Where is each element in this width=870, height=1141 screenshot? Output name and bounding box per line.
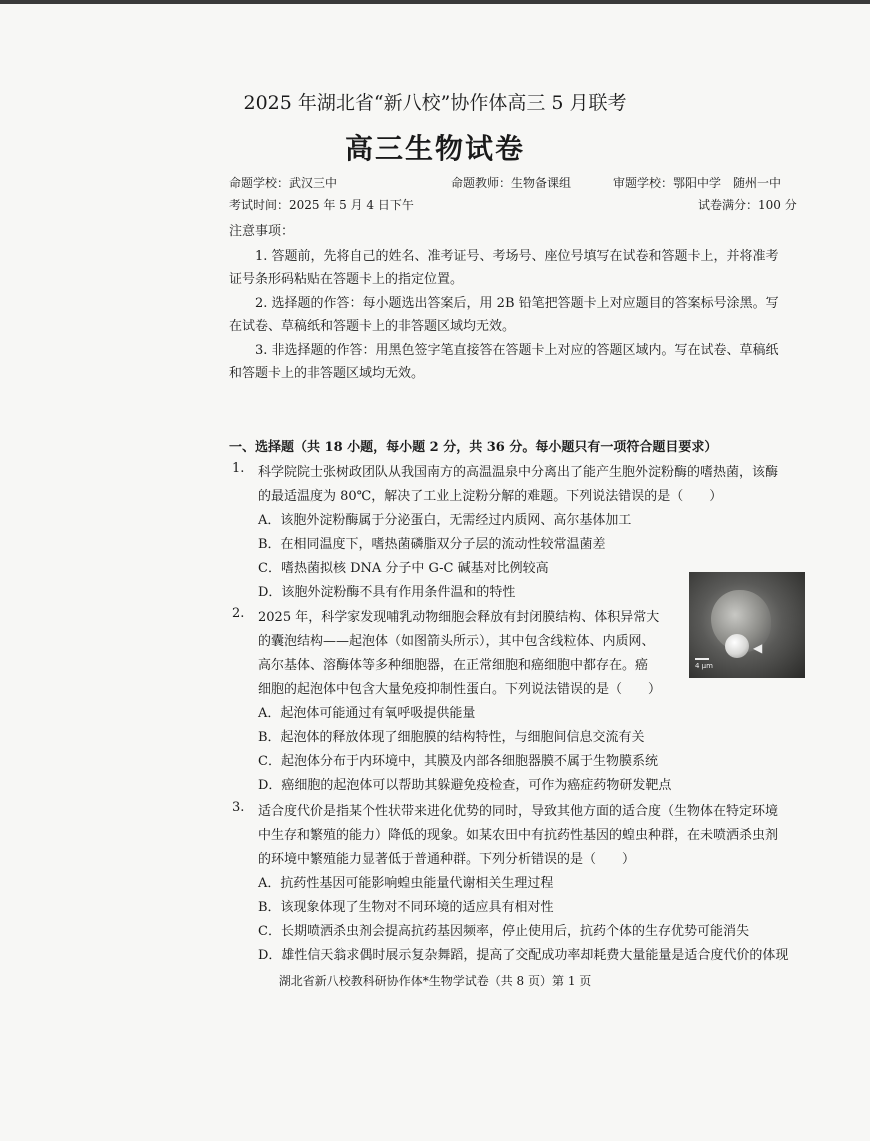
exam-title: 2025 年湖北省“新八校”协作体高三 5 月联考: [243, 92, 627, 114]
notice-line: 2. 选择题的作答：每小题选出答案后，用 2B 铅笔把答题卡上对应题目的答案标号涂黑。写: [255, 296, 779, 311]
option-d: D．雄性信天翁求偶时展示复杂舞蹈，提高了交配成功率却耗费大量能量是适合度代价的体现: [258, 948, 789, 963]
question-stem-line: 的环境中繁殖能力显著低于普通种群。下列分析错误的是（ ）: [258, 852, 636, 867]
meta-full-score: 试卷满分：100 分: [698, 198, 797, 212]
option-a: A．抗药性基因可能影响蝗虫能量代谢相关生理过程: [258, 876, 554, 891]
option-c: C．长期喷洒杀虫剂会提高抗药基因频率，停止使用后，抗药个体的生存优势可能消失: [258, 924, 749, 939]
page-footer: 湖北省新八校教科研协作体*生物学试卷（共 8 页）第 1 页: [278, 974, 592, 988]
meta-reviewer: 审题学校：鄂阳中学 随州一中: [613, 176, 782, 190]
scale-bar: [695, 658, 709, 660]
question-number: 2.: [232, 606, 245, 621]
notice-heading: 注意事项：: [229, 224, 295, 239]
question-stem-line: 科学院院士张树政团队从我国南方的高温温泉中分离出了能产生胞外淀粉酶的嗜热菌，该酶: [258, 465, 779, 480]
option-b: B．在相同温度下，嗜热菌磷脂双分子层的流动性较常温菌差: [258, 537, 606, 552]
question-stem-line: 高尔基体、溶酶体等多种细胞器，在正常细胞和癌细胞中都存在。癌: [258, 658, 649, 673]
option-d: D．该胞外淀粉酶不具有作用条件温和的特性: [258, 585, 516, 600]
notice-line: 和答题卡上的非答题区域均无效。: [229, 366, 425, 381]
question-stem-line: 的囊泡结构——起泡体（如图箭头所示），其中包含线粒体、内质网、: [258, 634, 655, 649]
question-stem-line: 2025 年，科学家发现哺乳动物细胞会释放有封闭膜结构、体积异常大: [258, 610, 660, 625]
exam-subtitle: 高三生物试卷: [344, 132, 525, 165]
arrow-icon: ◀: [753, 641, 763, 655]
scale-label: 4 μm: [695, 662, 713, 670]
question-stem-line: 适合度代价是指某个性状带来进化优势的同时，导致其他方面的适合度（生物体在特定环境: [258, 804, 779, 819]
bubble-body: [725, 634, 749, 658]
notice-line: 证号条形码粘贴在答题卡上的指定位置。: [229, 272, 464, 287]
option-d: D．癌细胞的起泡体可以帮助其躲避免疫检查，可作为癌症药物研发靶点: [258, 778, 672, 793]
question-number: 1.: [232, 461, 245, 476]
meta-school: 命题学校：武汉三中: [229, 176, 338, 190]
question-stem-line: 细胞的起泡体中包含大量免疫抑制性蛋白。下列说法错误的是（ ）: [258, 682, 662, 697]
question-stem-line: 的最适温度为 80℃，解决了工业上淀粉分解的难题。下列说法错误的是（ ）: [258, 489, 723, 504]
meta-teacher: 命题教师：生物备课组: [451, 176, 572, 190]
option-b: B．起泡体的释放体现了细胞膜的结构特性，与细胞间信息交流有关: [258, 730, 645, 745]
option-a: A．该胞外淀粉酶属于分泌蛋白，无需经过内质网、高尔基体加工: [258, 513, 632, 528]
scan-top-edge: [0, 0, 870, 4]
notice-line: 在试卷、草稿纸和答题卡上的非答题区域均无效。: [229, 319, 516, 334]
section-heading: 一、选择题（共 18 小题，每小题 2 分，共 36 分。每小题只有一项符合题目要求）: [229, 440, 718, 455]
question-stem-line: 中生存和繁殖的能力）降低的现象。如某农田中有抗药性基因的蝗虫种群，在未喷洒杀虫剂: [258, 828, 779, 843]
option-b: B．该现象体现了生物对不同环境的适应具有相对性: [258, 900, 554, 915]
option-c: C．嗜热菌拟核 DNA 分子中 G-C 碱基对比例较高: [258, 561, 549, 576]
question-number: 3.: [232, 800, 245, 815]
notice-line: 3. 非选择题的作答：用黑色签字笔直接答在答题卡上对应的答题区域内。写在试卷、草稿纸: [255, 343, 779, 358]
meta-exam-time: 考试时间：2025 年 5 月 4 日下午: [229, 198, 414, 212]
option-c: C．起泡体分布于内环境中，其膜及内部各细胞器膜不属于生物膜系统: [258, 754, 658, 769]
notice-line: 1. 答题前，先将自己的姓名、准考证号、考场号、座位号填写在试卷和答题卡上，并将准考: [255, 249, 779, 264]
option-a: A．起泡体可能通过有氧呼吸提供能量: [258, 706, 476, 721]
micrograph-figure: [689, 572, 805, 678]
